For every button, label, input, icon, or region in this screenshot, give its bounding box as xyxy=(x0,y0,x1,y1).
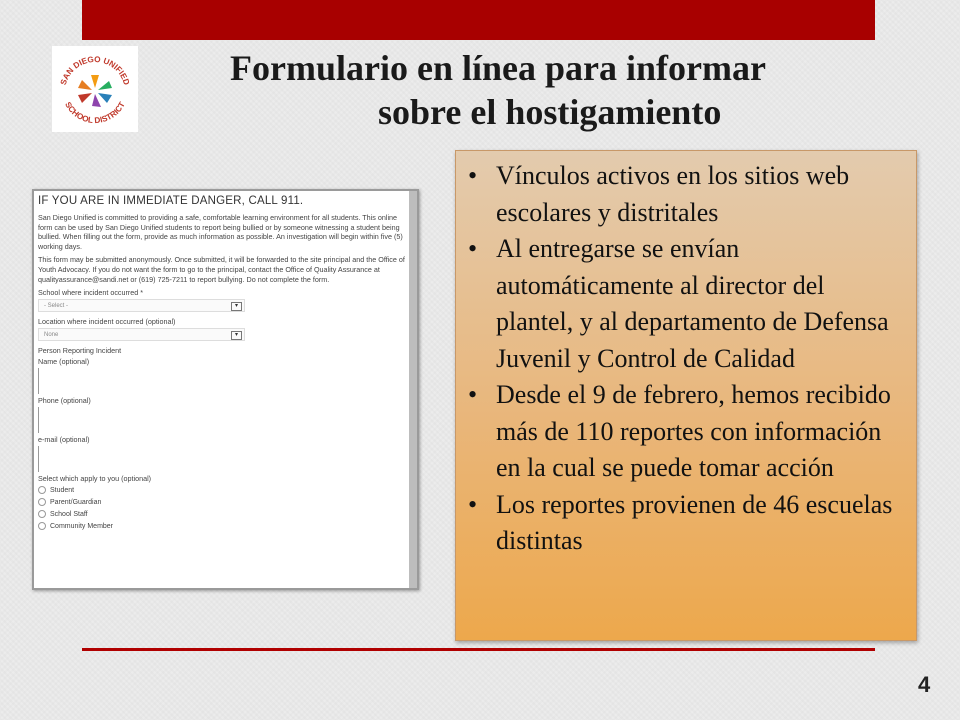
chevron-down-icon: ▾ xyxy=(231,331,242,340)
scrollbar[interactable] xyxy=(409,191,417,588)
radio-icon xyxy=(38,522,46,530)
form-anonymous-paragraph: This form may be submitted anonymously. Once submitted, it will be forwarded to the site principal and the Office of Youth Advocacy. If you do not want the form to go to the principal, contact the Office of Quality Assurance at qualityassurance@sandi.net or (619) 725-7211 to report bullying. Do not complete the form. xyxy=(38,255,405,284)
location-select-value: None xyxy=(44,332,59,339)
name-label: Name (optional) xyxy=(38,357,90,367)
top-accent-bar xyxy=(82,0,875,40)
location-select[interactable] xyxy=(38,328,245,341)
radio-student[interactable] xyxy=(38,486,405,494)
phone-input[interactable] xyxy=(38,407,45,433)
bullet-item: • Desde el 9 de febrero, hemos recibido más de 110 reportes con información en la cual se puede tomar acción xyxy=(496,377,906,487)
chevron-down-icon: ▾ xyxy=(231,302,242,311)
school-select[interactable] xyxy=(38,299,245,312)
form-screenshot xyxy=(32,189,419,590)
email-input[interactable] xyxy=(38,446,45,472)
page-number: 4 xyxy=(918,672,931,697)
phone-label: Phone (optional) xyxy=(38,396,91,406)
district-logo xyxy=(52,46,138,132)
radio-icon xyxy=(38,510,46,518)
radio-community[interactable] xyxy=(38,522,405,530)
bullet-item: • Los reportes provienen de 46 escuelas distintas xyxy=(496,487,906,560)
radio-icon xyxy=(38,486,46,494)
bottom-divider xyxy=(82,648,875,651)
school-select-value: - Select - xyxy=(44,303,69,310)
name-input[interactable] xyxy=(38,368,45,394)
slide-title xyxy=(200,46,900,134)
svg-text:SCHOOL DISTRICT: SCHOOL DISTRICT xyxy=(63,100,127,126)
radio-staff[interactable] xyxy=(38,510,405,518)
school-label: School where incident occurred * xyxy=(38,288,144,298)
bullet-item: • Vínculos activos en los sitios web escolares y distritales xyxy=(496,158,906,231)
danger-heading: IF YOU ARE IN IMMEDIATE DANGER, CALL 911. xyxy=(38,195,304,207)
radio-label: School Staff xyxy=(50,510,88,518)
email-label: e-mail (optional) xyxy=(38,435,90,445)
form-intro-paragraph: San Diego Unified is committed to providing a safe, comfortable learning environment for all students. This online form can be used by San Diego Unified students to report being bullied or by someone witnessing a student being bullied. When filling out the form, provide as much information as possible. An investigation will begin within five (5) working days. xyxy=(38,213,403,251)
svg-text:SAN DIEGO UNIFIED: SAN DIEGO UNIFIED xyxy=(58,54,132,87)
location-label: Location where incident occurred (optional) xyxy=(38,317,176,327)
radio-label: Student xyxy=(50,486,75,494)
person-label: Person Reporting Incident xyxy=(38,346,122,356)
radio-label: Community Member xyxy=(50,522,114,530)
role-select-label: Select which apply to you (optional) xyxy=(38,474,152,484)
bullet-box xyxy=(455,150,917,641)
title-line-2: sobre el hostigamiento xyxy=(378,92,722,132)
radio-icon xyxy=(38,498,46,506)
radio-label: Parent/Guardian xyxy=(50,498,102,506)
radio-parent[interactable] xyxy=(38,498,405,506)
title-line-1: Formulario en línea para informar xyxy=(230,48,766,88)
bullet-item: • Al entregarse se envían automáticamente al director del plantel, y al departamento de Defensa Juvenil y Control de Calidad xyxy=(496,231,906,377)
